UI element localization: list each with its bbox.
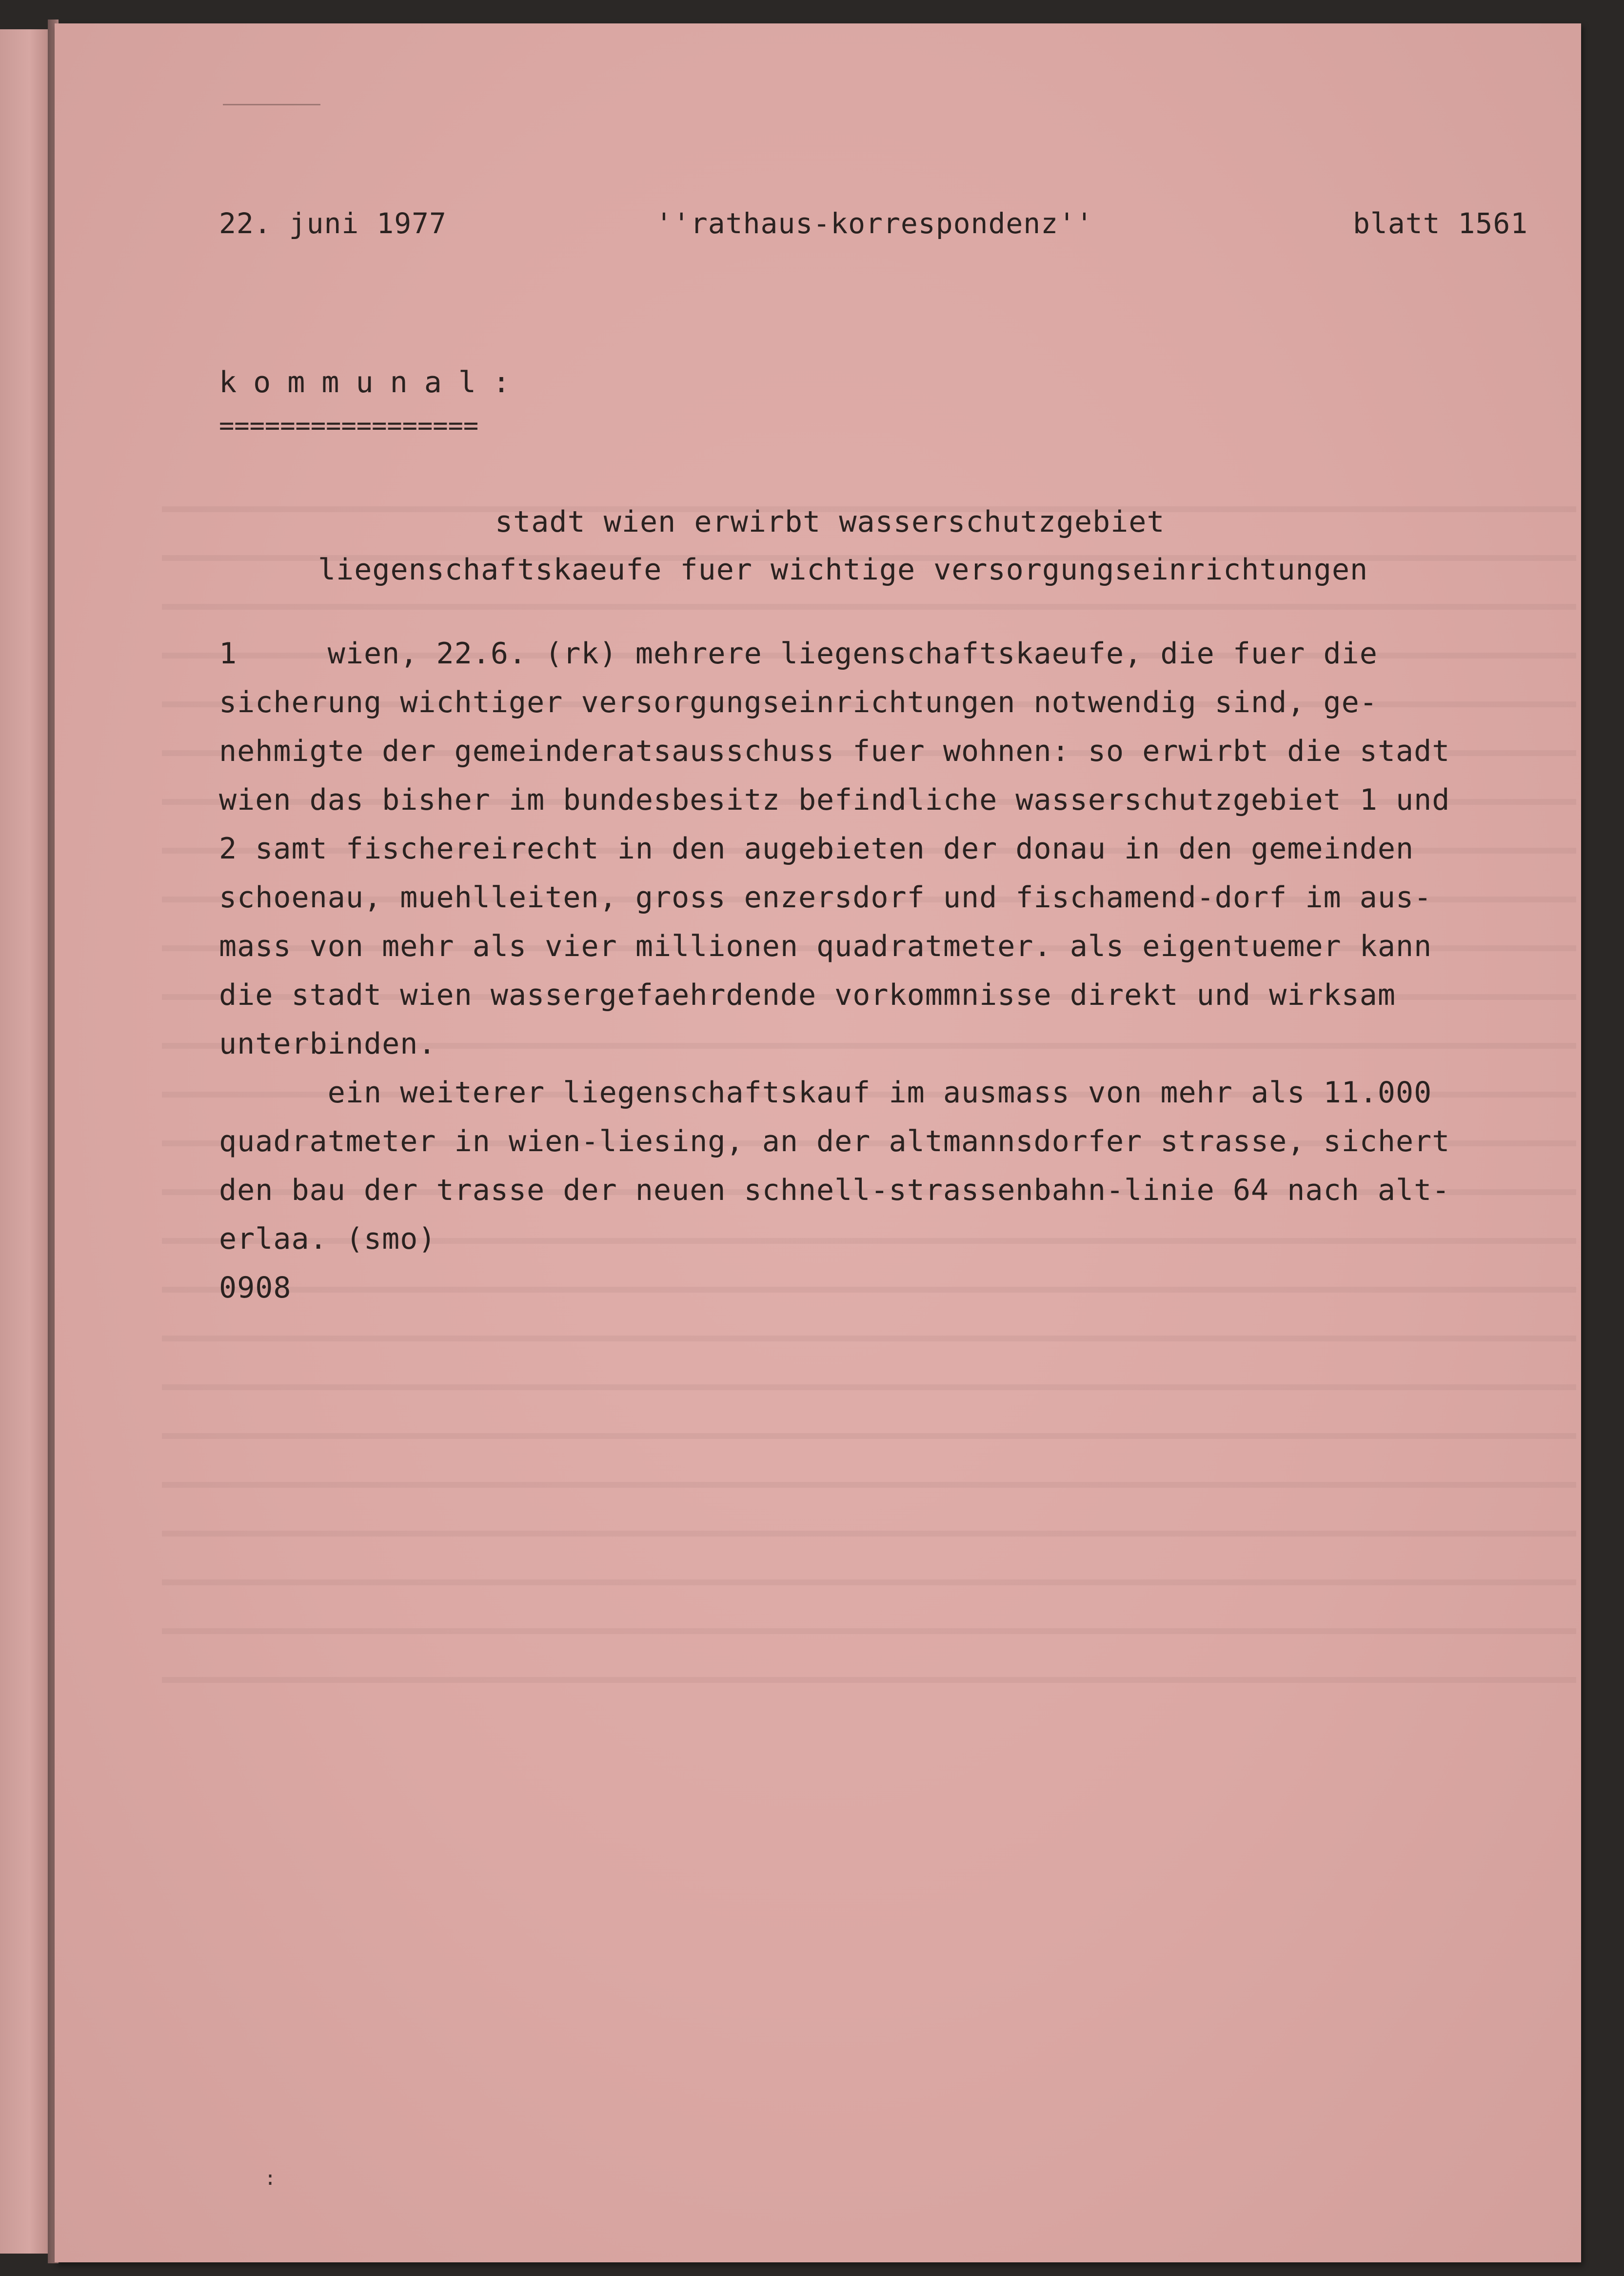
- header-publication: ''rathaus-korrespondenz'': [655, 207, 1093, 240]
- body-line: erlaa. (smo): [219, 1222, 436, 1256]
- previous-page-edge: [0, 29, 54, 2254]
- header-page-number: blatt 1561: [1353, 207, 1528, 240]
- stray-mark: :: [264, 2167, 277, 2190]
- header-date: 22. juni 1977: [219, 207, 447, 240]
- body-line: sicherung wichtiger versorgungseinrichtungen notwendig sind, ge-: [219, 685, 1378, 719]
- body-line: mass von mehr als vier millionen quadratmeter. als eigentuemer kann: [219, 929, 1432, 963]
- headline-subtitle: liegenschaftskaeufe fuer wichtige versorgungseinrichtungen: [318, 553, 1368, 587]
- document-sheet: [55, 23, 1581, 2262]
- body-line: nehmigte der gemeinderatsausschuss fuer wohnen: so erwirbt die stadt: [219, 734, 1450, 768]
- body-line: schoenau, muehlleiten, gross enzersdorf und fischamend-dorf im aus-: [219, 880, 1432, 915]
- headline-title: stadt wien erwirbt wasserschutzgebiet: [495, 505, 1165, 539]
- body-line: wien das bisher im bundesbesitz befindliche wasserschutzgebiet 1 und: [219, 783, 1450, 817]
- slug-number: 0908: [219, 1271, 292, 1305]
- body-line: 1 wien, 22.6. (rk) mehrere liegenschaftskaeufe, die fuer die: [219, 637, 1378, 671]
- body-line: den bau der trasse der neuen schnell-strassenbahn-linie 64 nach alt-: [219, 1173, 1450, 1207]
- corner-pencil-mark: [223, 104, 320, 112]
- body-line: 2 samt fischereirecht in den augebieten der donau in den gemeinden: [219, 832, 1414, 866]
- rubric-underline: =================: [219, 411, 479, 440]
- body-line: die stadt wien wassergefaehrdende vorkommnisse direkt und wirksam: [219, 978, 1396, 1012]
- section-rubric: kommunal:: [219, 365, 527, 399]
- body-line: ein weiterer liegenschaftskauf im ausmass von mehr als 11.000: [219, 1076, 1432, 1110]
- body-line: unterbinden.: [219, 1027, 436, 1061]
- body-line: quadratmeter in wien-liesing, an der altmannsdorfer strasse, sichert: [219, 1124, 1450, 1158]
